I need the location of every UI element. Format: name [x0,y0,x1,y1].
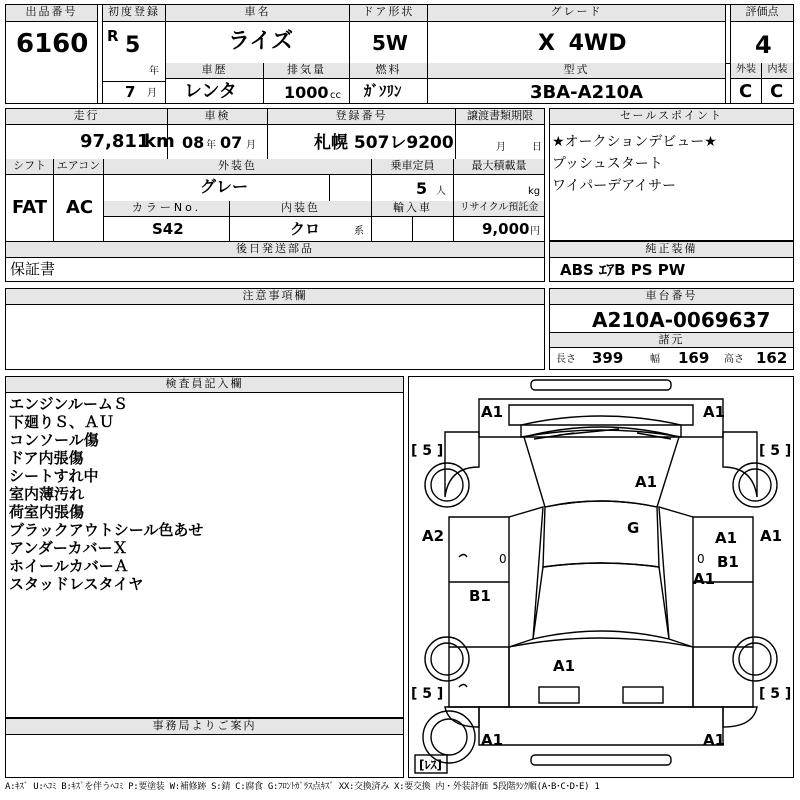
sales-point-item: プッシュスタート [552,156,663,172]
inspector-note: ブラックアウトシール色あせ [9,521,204,539]
sales-points-label: セールスポイント [550,109,793,125]
model-label: 型式 [428,63,725,79]
header-block [5,4,794,104]
genuine-equipment-block [549,241,794,282]
reg-month-unit: 月 [147,88,157,99]
reg-year: 5 [125,33,141,58]
first-reg-cell [102,5,166,103]
sales-point-item: ★オークションデビュー★ [552,134,717,150]
width-label: 幅 [650,354,660,365]
int-color: クロ [290,220,321,238]
shift-cell [6,159,54,241]
caution-block [5,288,545,370]
fuel-cell [350,63,428,103]
exterior-grade: C [739,81,753,102]
inspector-note: ドア内張傷 [9,449,84,467]
genuine-equipment: ABS ｴｱB PS PW [560,261,686,279]
damage-mark: A1 [635,473,658,491]
model-cell [428,63,726,103]
chassis-number: A210A-0069637 [592,308,771,332]
later-parts-value: 保証書 [10,260,56,278]
color-no: S42 [152,220,184,238]
era: R [107,27,119,45]
aircon-label: エアコン [54,159,103,175]
load-unit: kg [528,186,541,197]
displacement-unit: cc [330,90,341,101]
interior-cell [762,63,793,103]
int-color-unit: 系 [354,226,364,237]
mileage-label: 走行 [6,109,167,125]
import-cell [372,201,454,241]
damage-mark: A1 [703,731,726,749]
capacity-unit: 人 [436,186,446,197]
lot-number: 6160 [16,29,89,59]
inspection-year: 08 [182,133,205,152]
tire-mark: [ 5 ] [759,443,792,459]
model: 3BA-A210A [530,82,644,103]
office-block [5,718,404,778]
reg-year-unit: 年 [149,66,159,77]
capacity: 5 [416,179,428,198]
car-name-label: 車名 [166,5,349,22]
length-value: 399 [592,349,624,367]
width-value: 169 [678,349,710,367]
damage-mark: A1 [553,657,576,675]
tire-mark: [ 5 ] [759,686,792,702]
mileage-cell [6,109,175,159]
mileage: 97,811 [80,131,150,152]
height-label: 高さ [724,354,744,365]
inspector-block [5,376,404,718]
load-cell [454,159,544,201]
color-no-label: カラーNo. [104,201,229,217]
recycle-label: リサイクル預託金 [454,201,544,217]
chassis-label: 車台番号 [550,289,793,305]
history-cell [166,63,264,103]
exterior-label: 外装 [731,63,761,79]
displacement-label: 排気量 [264,63,349,79]
grade-cell [428,5,726,63]
transfer-month-unit: 月 [496,142,506,153]
inspection-year-unit: 年 [206,140,216,151]
damage-mark: A2 [422,527,445,545]
car-diagram [408,376,794,778]
inspector-note: シートすれ中 [9,467,99,485]
fuel-label: 燃料 [350,63,427,79]
inspector-label: 検査員記入欄 [6,377,403,393]
inspector-note: 室内薄汚れ [9,485,85,503]
inspector-note: 下廻りＳ、ＡＵ [9,413,115,431]
car-outline [409,377,793,777]
car-name: ライズ [228,29,294,54]
recycle-unit: 円 [530,226,540,237]
capacity-cell [372,159,454,201]
inspector-note: 荷室内張傷 [9,503,85,521]
load-label: 最大積載量 [454,159,544,175]
sales-point-item: ワイパーデアイサー [552,178,677,194]
shift-label: シフト [6,159,53,175]
history: レンタ [184,81,237,102]
transfer-day-unit: 日 [532,142,542,153]
lot-label: 出品番号 [6,5,97,22]
damage-mark: A1 [693,570,716,588]
car-name-cell [166,5,350,63]
later-parts-label: 後日発送部品 [6,242,544,258]
first-reg-label: 初度登録 [103,5,165,22]
transfer-cell [456,109,544,159]
zero-mark: 0 [697,552,705,566]
chassis-block [549,288,794,370]
door-cell [350,5,428,63]
score-label: 評価点 [731,5,793,22]
interior-grade: C [770,81,784,102]
legend: A:ｷｽﾞ U:ﾍｺﾐ B:ｷｽﾞを伴うﾍｺﾐ P:要塗装 W:補修跡 S:錆 C:腐食 G:ﾌﾛﾝﾄｶﾞﾗｽ点ｷｽﾞ XX:交換済み X:要交換 内・外装評価 5段階ﾗﾝｸ順(A･B･C･D･E) 1 [5,782,600,792]
displacement-cell [264,63,350,103]
displacement: 1000 [284,83,329,102]
caution-label: 注意事項欄 [6,289,544,305]
ext-color-label: 外装色 [104,159,371,175]
import-label: 輸入車 [372,201,453,217]
height-value: 162 [756,349,788,367]
tire-mark: [ 5 ] [411,686,444,702]
ext-color: グレー [200,177,249,196]
capacity-label: 乗車定員 [372,159,453,175]
plate-label: 登録番号 [268,109,455,125]
damage-mark: A1 [481,403,504,421]
inspection-month: 07 [220,133,243,152]
interior-label: 内装 [762,63,793,79]
int-color-cell [230,201,372,241]
mileage-unit: km [144,131,175,152]
inspection-label: 車検 [168,109,267,125]
details-block [5,108,545,282]
damage-mark: A1 [715,529,738,547]
specs-label: 諸元 [550,333,793,348]
damage-mark: B1 [469,587,491,605]
tire-mark: [ 5 ] [411,443,444,459]
inspector-note: コンソール傷 [9,431,99,449]
reg-month: 7 [125,83,136,101]
inspector-note: アンダーカバーＸ [9,539,128,557]
sales-points-block [549,108,794,241]
inspection-month-unit: 月 [246,140,256,151]
fuel: ｶﾞｿﾘﾝ [364,82,402,100]
door-label: ドア形状 [350,5,427,22]
aircon: AC [66,197,94,218]
door-type: 5W [372,31,408,55]
plate-cell [268,109,456,159]
damage-mark: A1 [760,527,783,545]
lot-cell [6,5,98,103]
damage-mark: A1 [481,731,504,749]
spare-tire-mark: [ﾚｽ] [419,758,442,772]
inspector-note: ホイールカバーＡ [9,557,129,575]
recycle-fee: 9,000 [482,220,530,238]
length-label: 長さ [556,354,576,365]
inspection-cell [168,109,268,159]
exterior-cell [730,63,762,103]
damage-mark: B1 [717,553,739,571]
damage-mark: A1 [703,403,726,421]
score-cell [730,5,793,63]
inspector-note: スタッドレスタイヤ [9,575,144,593]
genuine-equipment-label: 純正装備 [550,242,793,258]
grade: X 4WD [538,31,627,56]
int-color-label: 内装色 [230,201,371,217]
office-label: 事務局よりご案内 [6,719,403,735]
recycle-cell [454,201,544,241]
zero-mark: 0 [499,552,507,566]
aircon-cell [54,159,104,241]
damage-mark: G [627,519,640,537]
ext-color-cell [104,159,372,201]
color-no-cell [104,201,230,241]
transfer-label: 譲渡書類期限 [456,109,544,125]
shift: FAT [12,197,48,218]
score: 4 [755,31,772,59]
history-label: 車歴 [166,63,263,79]
inspector-note: エンジンルームＳ [9,395,128,413]
grade-label: グレード [428,5,725,22]
plate-number: 札幌 507レ9200 [314,133,454,153]
